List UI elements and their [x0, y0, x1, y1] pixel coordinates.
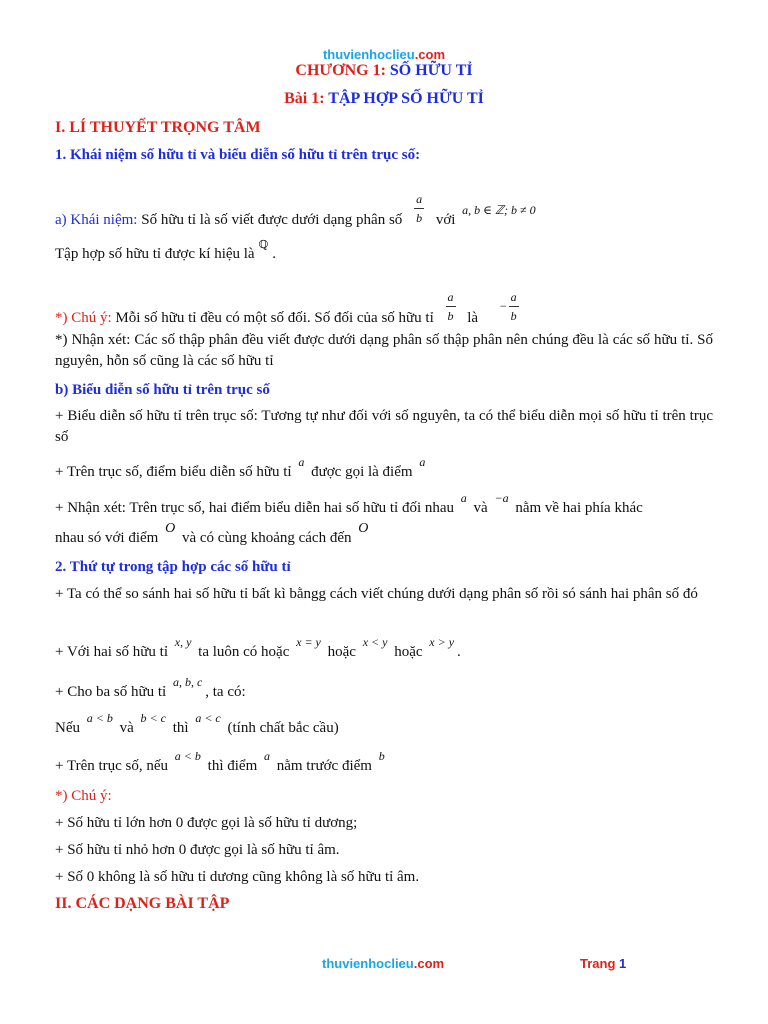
paragraph-three-numbers: + Cho ba số hữu tỉ a, b, c, ta có:: [55, 675, 246, 700]
definition-with: với: [435, 211, 456, 228]
paragraph-number-line-order: + Trên trục số, nếu a < b thì điểm a nằm trước điểm b: [55, 749, 385, 774]
paragraph-opposite-points-cont: nhau só với điểm O và có cùng khoảng cách đến O: [55, 521, 369, 546]
chapter-title: [0, 60, 768, 81]
remark-paragraph: *) Nhận xét: Các số thập phân đều viết được dưới dạng phân số thập phân nên chúng đều là các số hữu tỉ. Số nguyên, hỗn số cũng là các số hữu tỉ: [55, 332, 713, 369]
page-value: 1: [619, 956, 627, 971]
subheading-number-line: b) Biểu diễn số hữu tỉ trên trục số: [55, 382, 270, 398]
subheading-concept: 1. Khái niệm số hữu tỉ và biểu diễn số hữu tỉ trên trục số:: [55, 147, 421, 163]
note-positive: + Số hữu tỉ lớn hơn 0 được gọi là số hữu tỉ dương;: [55, 815, 358, 831]
section-heading-theory: I. LÍ THUYẾT TRỌNG TÂM: [55, 119, 261, 136]
page-label: Trang: [580, 956, 616, 971]
page-number: [580, 956, 626, 971]
lesson-prefix: Bài 1:: [284, 90, 325, 107]
note2-label: *) Chú ý:: [55, 788, 112, 804]
paragraph-opposite-points: + Nhận xét: Trên trục số, hai điểm biểu diễn hai số hữu tỉ đối nhau a và −a nằm về hai phía khác: [55, 491, 643, 516]
rational-set-symbol: ℚ: [258, 238, 269, 251]
paragraph-compare: + Ta có thể so sánh hai số hữu tỉ bất kì bằngg cách viết chúng dưới dạng phân số rồi só sánh hai phân số đó: [55, 586, 698, 602]
note-opposite-line: *) Chú ý: Mỗi số hữu tỉ đều có một số đối. Số đối của số hữu tỉ $\frac{a}{b}$ là − $\frac{a}{b}$: [55, 290, 517, 326]
note-zero: + Số 0 không là số hữu tỉ dương cũng không là số hữu tỉ âm.: [55, 869, 420, 885]
site-name: thuvienhoclieu: [322, 47, 415, 62]
paragraph-point: + Trên trục số, điểm biểu diễn số hữu tỉ a được gọi là điểm a: [55, 455, 426, 480]
lesson-name: TẬP HỢP SỐ HỮU TỈ: [328, 90, 484, 107]
paragraph-transitive: Nếu a < b và b < c thì a < c (tính chất bắc cầu): [55, 711, 339, 736]
definition-label: a) Khái niệm:: [55, 211, 138, 228]
paragraph-two-numbers: + Với hai số hữu tỉ x, y ta luôn có hoặc x = y hoặc x < y hoặc x > y.: [55, 635, 461, 660]
lesson-title: [0, 88, 768, 109]
chapter-name: SỐ HỮU TỈ: [389, 62, 473, 79]
definition-text: Số hữu tỉ là số viết được dưới dạng phân số: [141, 211, 403, 228]
fraction-neg-a-over-b: $\frac{a}{b}$: [510, 290, 517, 323]
footer-site: thuvienhoclieu.com: [322, 956, 445, 971]
chapter-prefix: CHƯƠNG 1:: [295, 62, 386, 79]
paragraph-represent: + Biểu diễn số hữu tỉ trên trục số: Tương tự như đối với số nguyên, ta có thể biểu diễn mọi số hữu tỉ trên trục số: [55, 408, 713, 445]
fraction-a-over-b: $\frac{a}{b}$: [416, 192, 423, 225]
site-domain: .com: [414, 47, 446, 62]
set-symbol-line: Tập hợp số hữu tỉ được kí hiệu $là^ℚ$.: [55, 238, 276, 262]
note-label: *) Chú ý:: [55, 309, 112, 326]
set-text: Tập hợp số hữu tỉ được kí hiệu là: [55, 246, 255, 262]
definition-condition: a, b ∈ ℤ; b ≠ 0: [462, 202, 536, 217]
note-is: là: [467, 309, 479, 326]
fraction-a-over-b-2: $\frac{a}{b}$: [447, 290, 454, 323]
section-heading-exercises: II. CÁC DẠNG BÀI TẬP: [55, 895, 230, 912]
definition-line: [55, 192, 713, 237]
note-text: Mỗi số hữu tỉ đều có một số đối. Số đối của số hữu tỉ: [115, 309, 434, 326]
note-negative: + Số hữu tỉ nhỏ hơn 0 được gọi là số hữu tỉ âm.: [55, 842, 340, 858]
subheading-order: 2. Thứ tự trong tập hợp các số hữu tỉ: [55, 559, 291, 575]
